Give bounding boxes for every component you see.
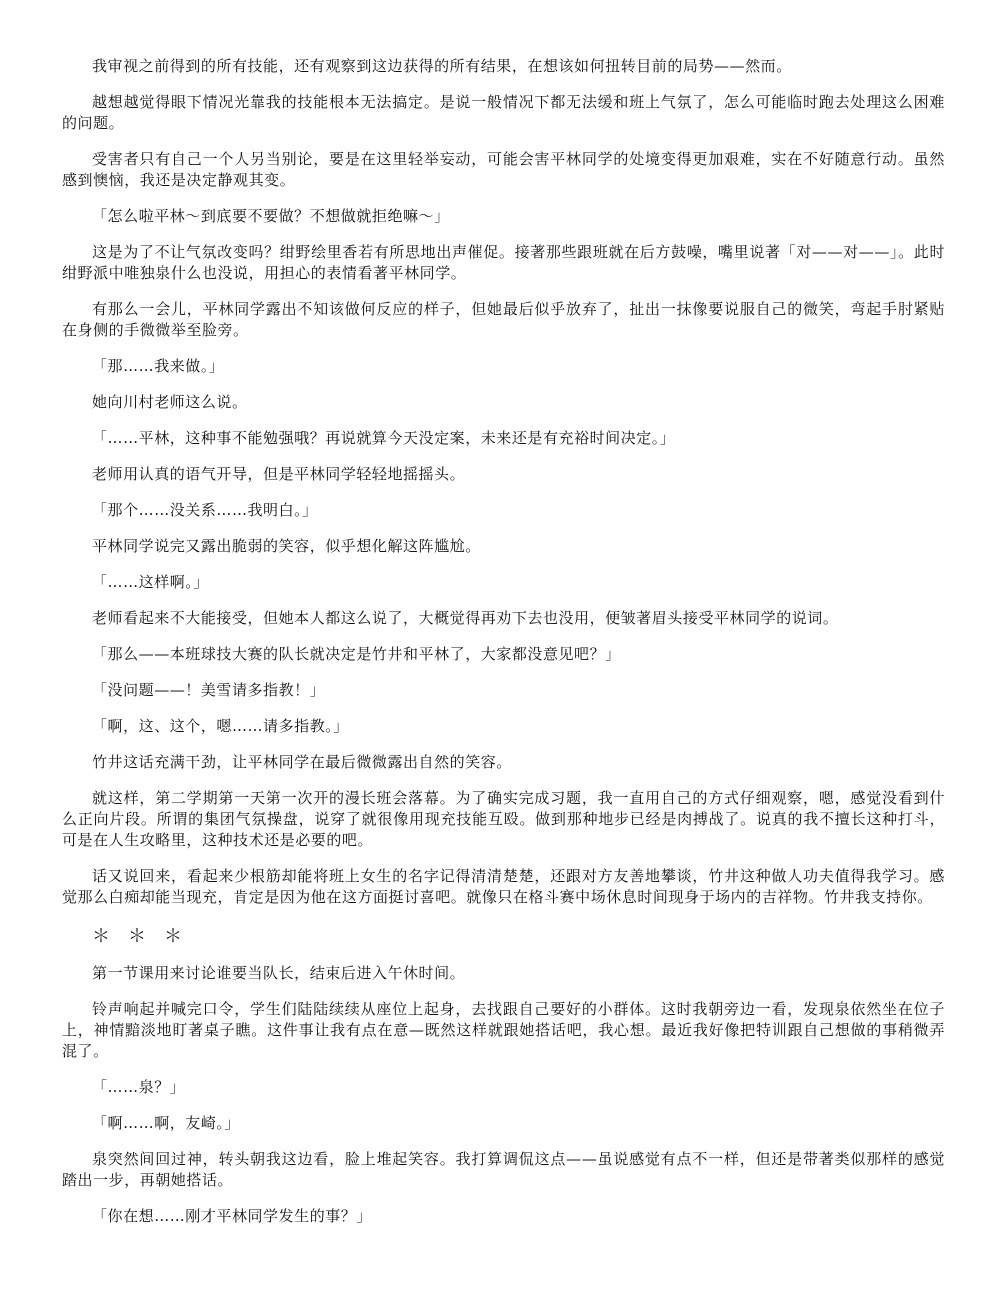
dialogue-line: 「……平林，这种事不能勉强哦？再说就算今天没定案，未来还是有充裕时间决定。」 xyxy=(92,429,676,447)
dialogue-line: 「啊……啊，友崎。」 xyxy=(92,1114,241,1132)
dialogue-line: 「……泉？」 xyxy=(92,1078,186,1096)
dialogue-line: 「……这样啊。」 xyxy=(92,573,209,591)
paragraph: 越想越觉得眼下情况光靠我的技能根本无法搞定。是说一般情况下都无法缓和班上气氛了，怎么可能临时跑去处理这么困难的问题。 xyxy=(62,93,945,132)
dialogue-line: 「怎么啦平林～到底要不要做？不想做就拒绝嘛～」 xyxy=(92,207,450,225)
paragraph: 话又说回来，看起来少根筋却能将班上女生的名字记得清清楚楚，还跟对方友善地攀谈，竹井这种做人功夫值得我学习。感觉那么白痴却能当现充，肯定是因为他在这方面挺讨喜吧。就像只在格斗赛中场休息时间现身于场内的吉祥物。竹井我支持你。 xyxy=(62,867,945,906)
paragraph: 铃声响起并喊完口令，学生们陆陆续续从座位上起身，去找跟自己要好的小群体。这时我朝旁边一看，发现泉依然坐在位子上，神情黯淡地盯著桌子瞧。这件事让我有点在意—既然这样就跟她搭话吧，我心想。最近我好像把特训跟自己想做的事稍微弄混了。 xyxy=(62,1000,945,1060)
dialogue-line: 「啊，这、这个，嗯……请多指教。」 xyxy=(92,717,349,735)
paragraph: 平林同学说完又露出脆弱的笑容，似乎想化解这阵尴尬。 xyxy=(92,537,481,555)
paragraph: 泉突然间回过神，转头朝我这边看，脸上堆起笑容。我打算调侃这点——虽说感觉有点不一样，但还是带著类似那样的感觉踏出一步，再朝她搭话。 xyxy=(62,1150,945,1189)
dialogue-line: 「你在想……刚才平林同学发生的事？」 xyxy=(92,1207,372,1225)
paragraph: 第一节课用来讨论谁要当队长，结束后进入午休时间。 xyxy=(92,964,466,982)
paragraph: 竹井这话充满干劲，让平林同学在最后微微露出自然的笑容。 xyxy=(92,753,512,771)
paragraph: 她向川村老师这么说。 xyxy=(92,393,248,411)
paragraph: 老师看起来不大能接受，但她本人都这么说了，大概觉得再劝下去也没用，便皱著眉头接受平林同学的说词。 xyxy=(92,609,839,627)
dialogue-line: 「那么——本班球技大赛的队长就决定是竹井和平林了，大家都没意见吧？」 xyxy=(92,645,621,663)
paragraph: 这是为了不让气氛改变吗？绀野绘里香若有所思地出声催促。接著那些跟班就在后方鼓噪，嘴里说著「对——对——」。此时绀野派中唯独泉什么也没说，用担心的表情看著平林同学。 xyxy=(62,243,945,282)
paragraph: 受害者只有自己一个人另当别论，要是在这里轻举妄动，可能会害平林同学的处境变得更加艰难，实在不好随意行动。虽然感到懊恼，我还是决定静观其变。 xyxy=(62,150,945,189)
dialogue-line: 「那个……没关系……我明白。」 xyxy=(92,501,318,519)
paragraph: 有那么一会儿，平林同学露出不知该做何反应的样子，但她最后似乎放弃了，扯出一抹像要说服自己的微笑，弯起手肘紧贴在身侧的手微微举至脸旁。 xyxy=(62,300,945,339)
paragraph: 就这样，第二学期第一天第一次开的漫长班会落幕。为了确实完成习题，我一直用自己的方式仔细观察，嗯，感觉没看到什么正向片段。所谓的集团气氛操盘，说穿了就很像用现充技能互殴。做到那种地步已经是肉搏战了。说真的我不擅长这种打斗，可是在人生攻略里，这种技术还是必要的吧。 xyxy=(62,789,945,849)
dialogue-line: 「那……我来做。」 xyxy=(92,357,225,375)
scene-break: ＊ ＊ ＊ xyxy=(92,926,182,947)
paragraph: 我审视之前得到的所有技能，还有观察到这边获得的所有结果，在想该如何扭转目前的局势——然而。 xyxy=(92,57,792,75)
paragraph: 老师用认真的语气开导，但是平林同学轻轻地摇摇头。 xyxy=(92,465,466,483)
dialogue-line: 「没问题——！美雪请多指教！」 xyxy=(92,681,326,699)
